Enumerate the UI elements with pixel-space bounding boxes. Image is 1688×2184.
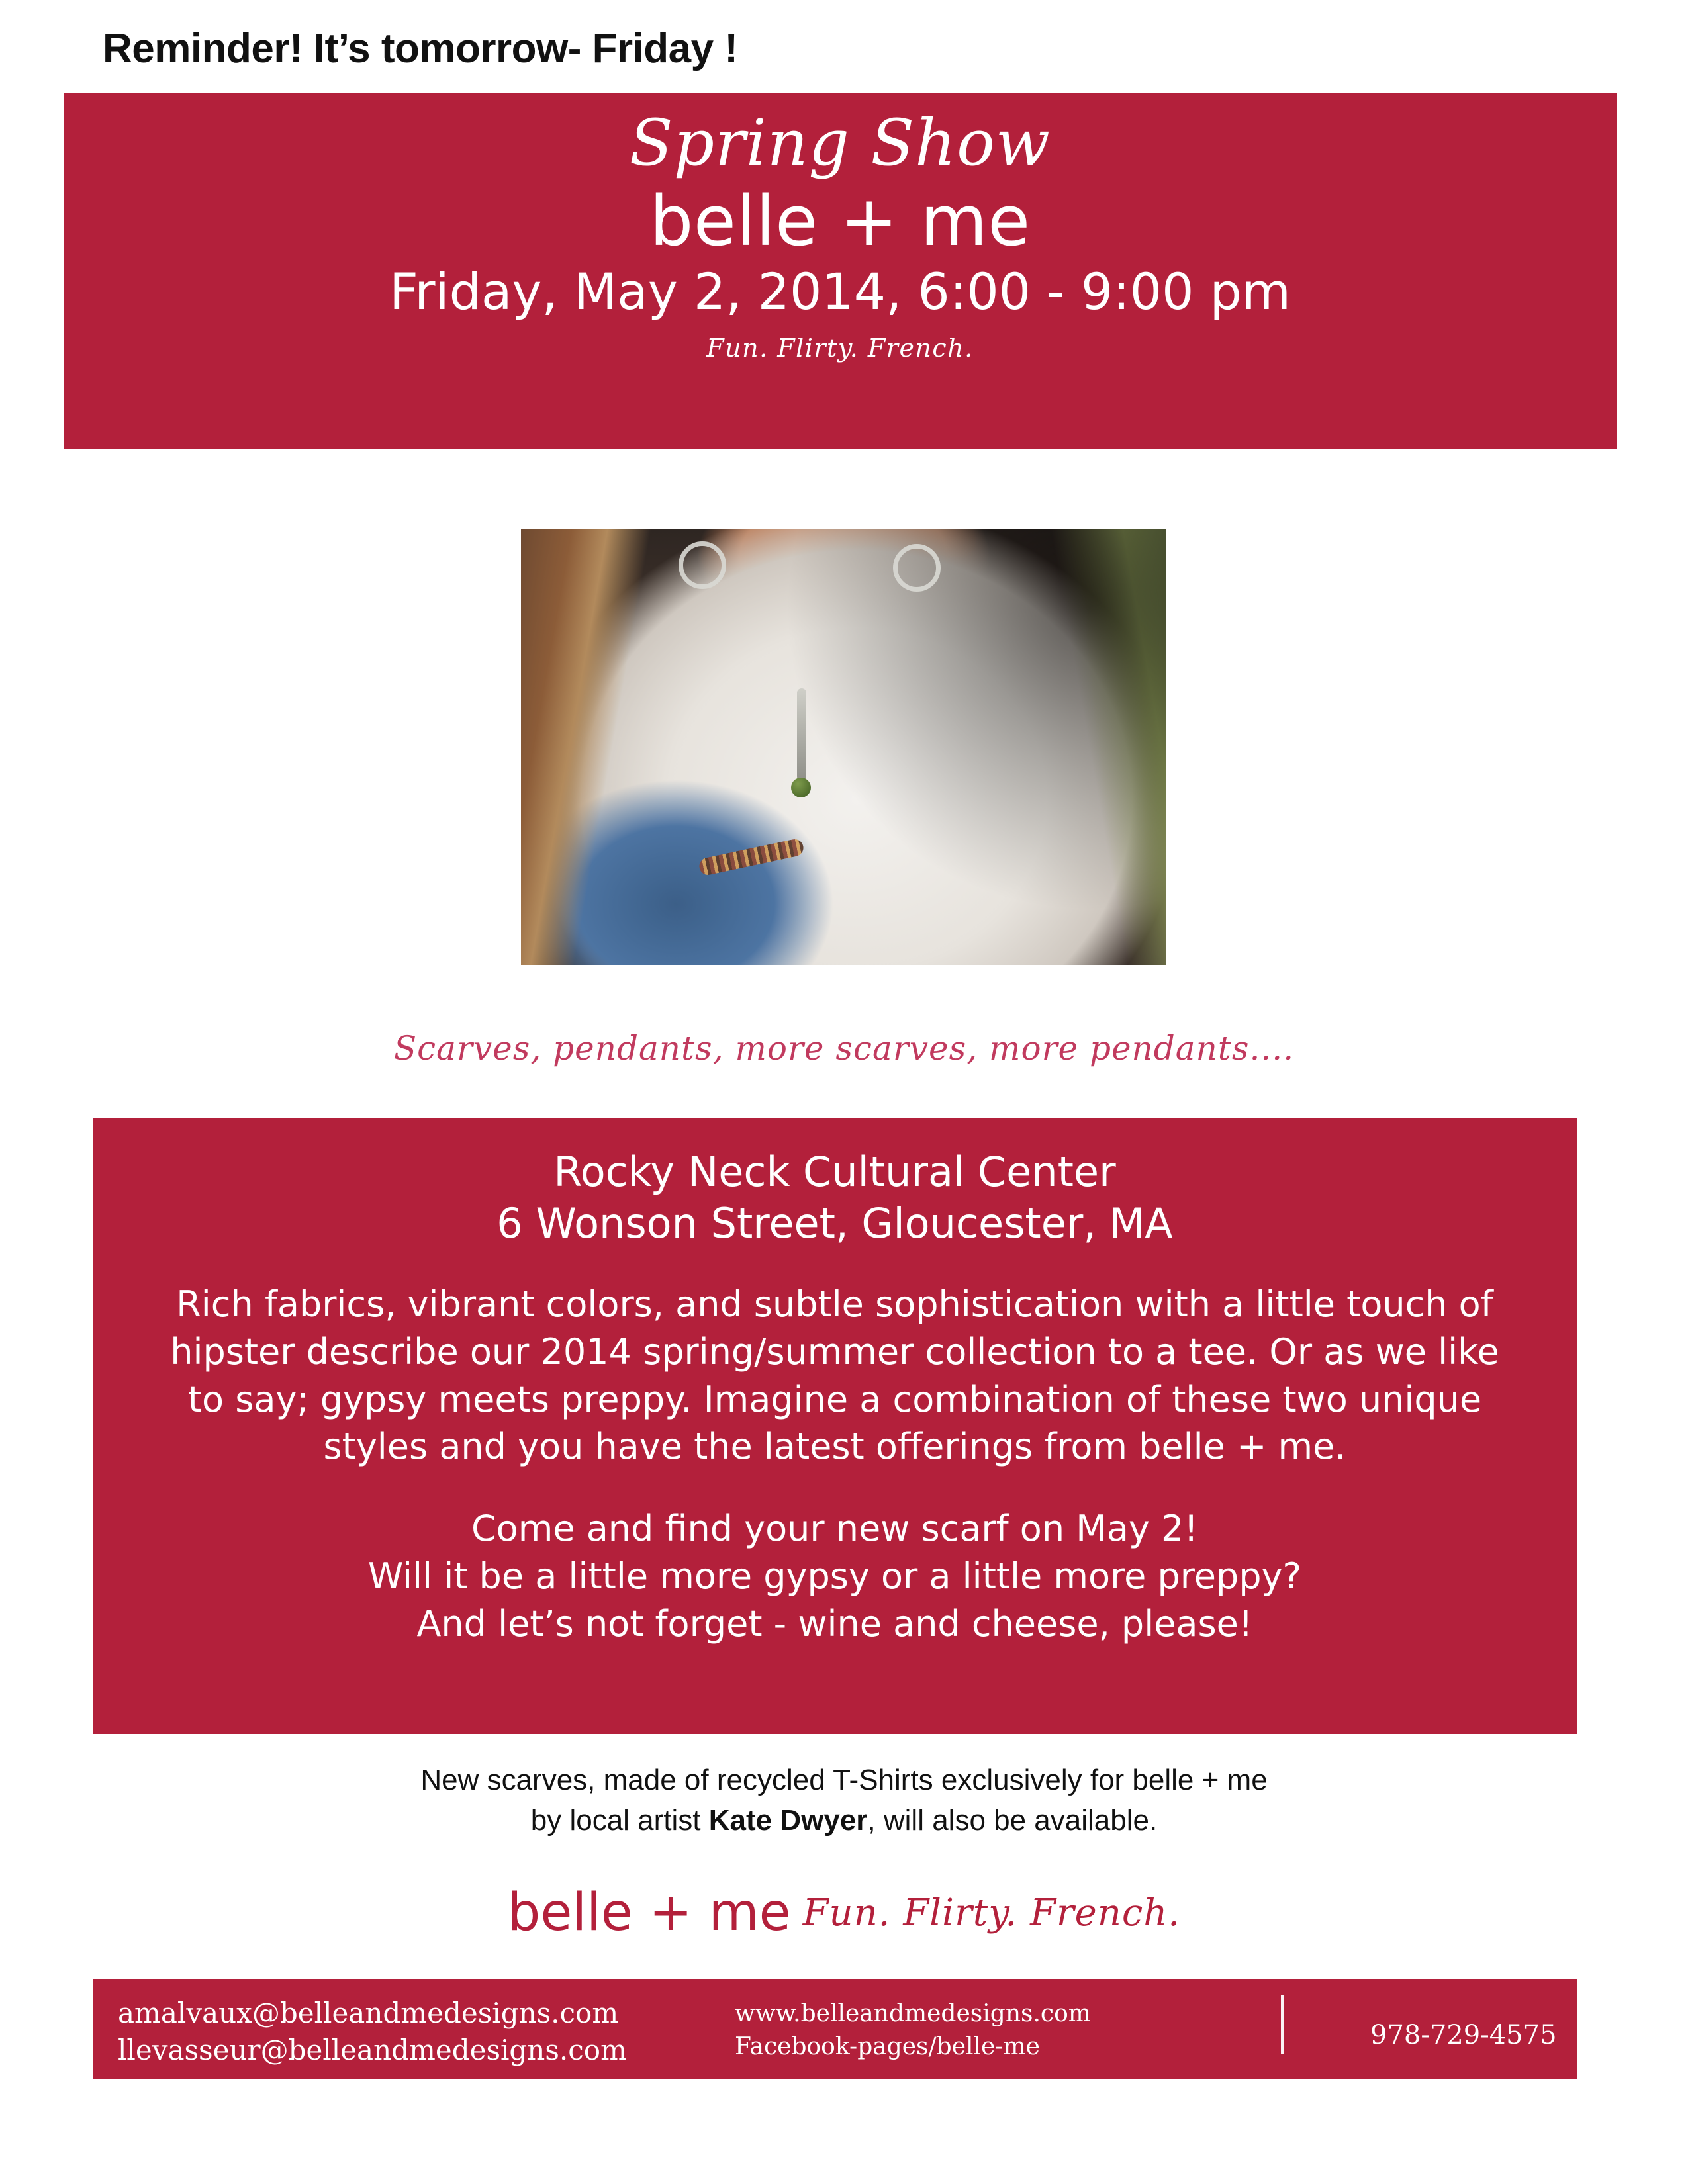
earring-hoop-right-icon bbox=[893, 544, 941, 592]
pendant-chain-icon bbox=[797, 688, 806, 781]
product-photo bbox=[521, 529, 1166, 965]
email-link-2[interactable]: llevasseur@belleandmedesigns.com bbox=[118, 2033, 627, 2066]
product-photo-image bbox=[521, 529, 1166, 965]
scarves-tagline: Scarves, pendants, more scarves, more pendants.... bbox=[393, 1029, 1295, 1068]
banner-tagline: Fun. Flirty. French. bbox=[706, 334, 974, 363]
description-text: Rich fabrics, vibrant colors, and subtle sophistication with a little touch of hipster describe our 2014 spring/summer collection to a tee. Or as we like to say; gypsy meets preppy. Imagine a combination of these two unique styles and you have the latest offerings from belle + me. bbox=[170, 1283, 1499, 1468]
reminder-heading: Reminder! It’s tomorrow- Friday ! bbox=[103, 26, 738, 71]
logo-tagline-text: Fun. Flirty. French. bbox=[802, 1891, 1181, 1934]
footer-emails bbox=[118, 1995, 627, 2069]
banner-brand: belle + me bbox=[649, 181, 1031, 261]
notes-line-2-pre: by local artist bbox=[530, 1803, 709, 1837]
brand-logo bbox=[0, 1883, 1688, 1942]
notes-line-2 bbox=[0, 1801, 1688, 1841]
bracelet-icon bbox=[698, 838, 805, 877]
details-block bbox=[93, 1118, 1577, 1734]
cta-line-1: Come and find your new scarf on May 2! bbox=[471, 1508, 1199, 1550]
cta-line-2: Will it be a little more gypsy or a little more preppy? bbox=[367, 1555, 1302, 1598]
venue-address: 6 Wonson Street, Gloucester, MA bbox=[496, 1199, 1173, 1248]
notes-line-1: New scarves, made of recycled T-Shirts exclusively for belle + me bbox=[420, 1764, 1268, 1796]
phone-number: 978-729-4575 bbox=[1370, 2020, 1557, 2050]
venue-block bbox=[93, 1118, 1577, 1249]
website-link[interactable]: www.belleandmedesigns.com bbox=[735, 2000, 1091, 2027]
additional-notes bbox=[0, 1760, 1688, 1841]
notes-line-2-post: , will also be available. bbox=[867, 1803, 1158, 1837]
contact-footer bbox=[93, 1979, 1577, 2079]
footer-divider bbox=[1281, 1995, 1284, 2054]
venue-name: Rocky Neck Cultural Center bbox=[553, 1148, 1116, 1196]
footer-web-links bbox=[735, 1997, 1091, 2064]
pendant-bead-icon bbox=[791, 778, 811, 797]
call-to-action-text bbox=[93, 1471, 1577, 1647]
email-link-1[interactable]: amalvaux@belleandmedesigns.com bbox=[118, 1997, 619, 2029]
banner-date: Friday, May 2, 2014, 6:00 - 9:00 pm bbox=[389, 262, 1291, 322]
logo-brand-text: belle + me bbox=[507, 1883, 791, 1942]
artist-name: Kate Dwyer bbox=[708, 1803, 868, 1837]
cta-line-3: And let’s not forget - wine and cheese, please! bbox=[416, 1602, 1253, 1645]
facebook-link[interactable]: Facebook-pages/belle-me bbox=[735, 2033, 1040, 2061]
earring-hoop-left-icon bbox=[679, 541, 726, 589]
banner-script-title: Spring Show bbox=[629, 106, 1051, 180]
event-banner bbox=[64, 93, 1617, 449]
